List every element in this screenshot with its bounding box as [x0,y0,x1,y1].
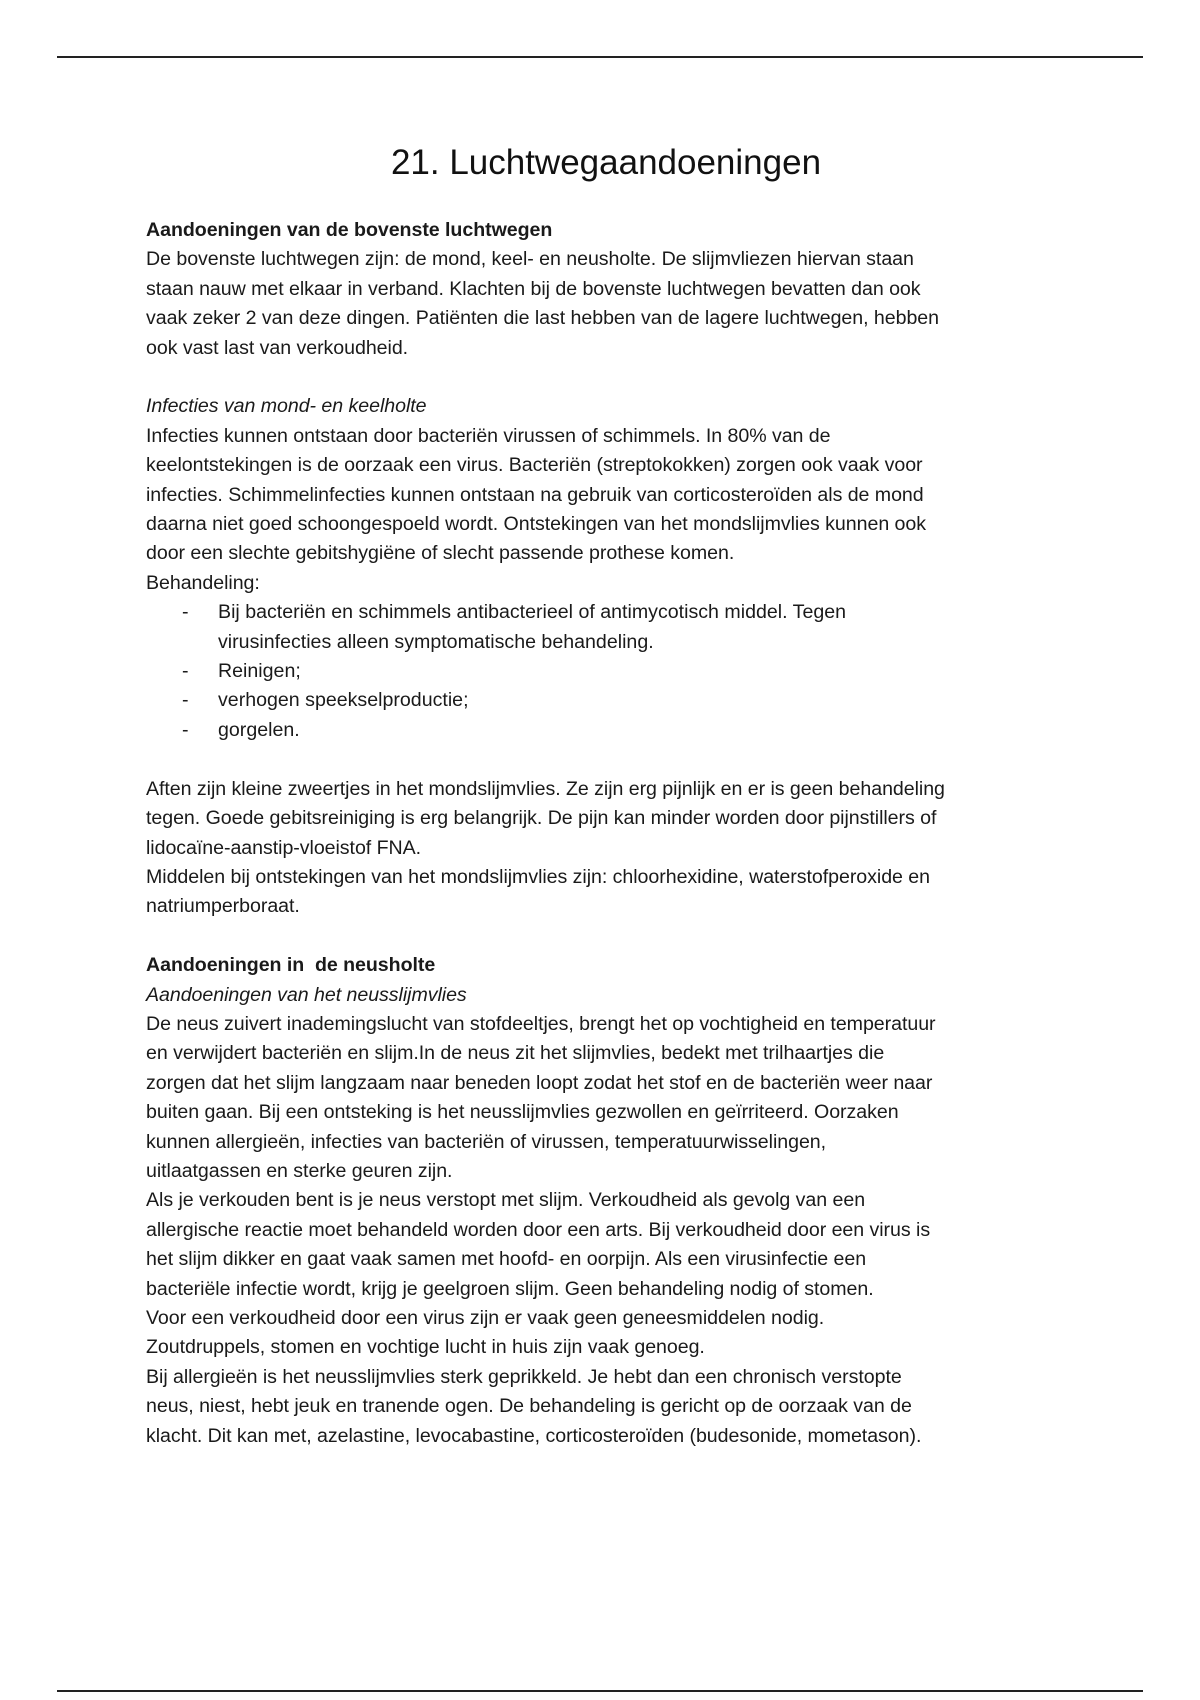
text-line: natriumperboraat. [146,895,300,918]
bullet-dash: - [182,689,189,712]
text-line: vaak zeker 2 van deze dingen. Patiënten die last hebben van de lagere luchtwegen, hebben [146,307,939,330]
list-item [146,657,1066,686]
spacer [146,922,1066,951]
text-line: lidocaïne-aanstip-vloeistof FNA. [146,836,422,859]
bullet-dash: - [182,601,189,624]
page-title: 21. Luchtwegaandoeningen [390,143,822,182]
text-line: zorgen dat het slijm langzaam naar beneden loopt zodat het stof en de bacteriën weer naar [146,1071,933,1094]
spacer [146,363,1066,392]
bottom-rule [57,1690,1143,1692]
text-line: door een slechte gebitshygiëne of slecht passende prothese komen. [146,542,735,565]
text-line: allergische reactie moet behandeld worden door een arts. Bij verkoudheid door een virus is [146,1218,931,1241]
text-line: ook vast last van verkoudheid. [146,336,409,359]
text-line: Reinigen; [218,660,301,683]
text-line: klacht. Dit kan met, azelastine, levocabastine, corticosteroïden (budesonide, mometason). [146,1424,922,1447]
text-line: daarna niet goed schoongespoeld wordt. Ontstekingen van het mondslijmvlies kunnen ook [146,513,926,536]
text-line: Infecties kunnen ontstaan door bacteriën virussen of schimmels. In 80% van de [146,424,831,447]
text-line: neus, niest, hebt jeuk en tranende ogen. De behandeling is gericht op de oorzaak van de [146,1395,912,1418]
text-line: buiten gaan. Bij een ontsteking is het neusslijmvlies gezwollen en geïrriteerd. Oorzaken [146,1101,899,1124]
text-line: en verwijdert bacteriën en slijm.In de neus zit het slijmvlies, bedekt met trilhaartjes die [146,1042,885,1065]
text-line: keelontstekingen is de oorzaak een virus. Bacteriën (streptokokken) zorgen ook vaak voor [146,454,923,477]
paragraph-infections [146,422,1066,569]
text-line: Voor een verkoudheid door een virus zijn er vaak geen geneesmiddelen nodig. [146,1306,825,1329]
document-body [146,140,1066,1451]
list-item [146,686,1066,715]
treatment-label: Behandeling: [146,571,260,594]
text-line: Middelen bij ontstekingen van het mondslijmvlies zijn: chloorhexidine, waterstofperoxide en [146,865,930,888]
section-heading-nasal-cavity: Aandoeningen in de neusholte [146,954,436,977]
spacer [146,745,1066,774]
text-line: gorgelen. [218,718,300,741]
text-line: De bovenste luchtwegen zijn: de mond, keel- en neusholte. De slijmvliezen hiervan staan [146,248,914,271]
subheading-nasal-mucosa: Aandoeningen van het neusslijmvlies [146,983,467,1006]
paragraph-nasal [146,1010,1066,1451]
text-line: verhogen speekselproductie; [218,689,469,712]
text-line: staan nauw met elkaar in verband. Klachten bij de bovenste luchtwegen bevatten dan ook [146,277,921,300]
list-item [146,716,1066,745]
text-line: bacteriële infectie wordt, krijg je geelgroen slijm. Geen behandeling nodig of stomen. [146,1277,874,1300]
section-heading-upper-airways: Aandoeningen van de bovenste luchtwegen [146,219,553,241]
list-item-continuation [146,628,1066,657]
text-line: tegen. Goede gebitsreiniging is erg belangrijk. De pijn kan minder worden door pijnstillers of [146,807,937,830]
paragraph-upper-airways [146,245,1066,363]
list-item [146,598,1066,627]
text-line: infecties. Schimmelinfecties kunnen ontstaan na gebruik van corticosteroïden als de mond [146,483,924,506]
text-line: Bij bacteriën en schimmels antibacterieel of antimycotisch middel. Tegen [218,601,847,624]
paragraph-aften [146,775,1066,922]
text-line: kunnen allergieën, infecties van bacteriën of virussen, temperatuurwisselingen, [146,1130,827,1153]
text-line: De neus zuivert inademingslucht van stofdeeltjes, brengt het op vochtigheid en temperatuur [146,1012,936,1035]
text-line: Zoutdruppels, stomen en vochtige lucht in huis zijn vaak genoeg. [146,1336,705,1359]
bullet-dash: - [182,660,189,683]
text-line: Als je verkouden bent is je neus verstopt met slijm. Verkoudheid als gevolg van een [146,1189,866,1212]
treatment-list [146,598,1066,745]
text-line: uitlaatgassen en sterke geuren zijn. [146,1159,453,1182]
top-rule [57,56,1143,58]
text-line: Aften zijn kleine zweertjes in het mondslijmvlies. Ze zijn erg pijnlijk en er is geen behandeling [146,777,945,800]
text-line: Bij allergieën is het neusslijmvlies sterk geprikkeld. Je hebt dan een chronisch verstopte [146,1365,902,1388]
text-line: het slijm dikker en gaat vaak samen met hoofd- en oorpijn. Als een virusinfectie een [146,1248,867,1271]
subheading-mouth-throat-infections: Infecties van mond- en keelholte [146,395,427,418]
bullet-dash: - [182,718,189,741]
text-line: virusinfecties alleen symptomatische behandeling. [218,630,654,653]
